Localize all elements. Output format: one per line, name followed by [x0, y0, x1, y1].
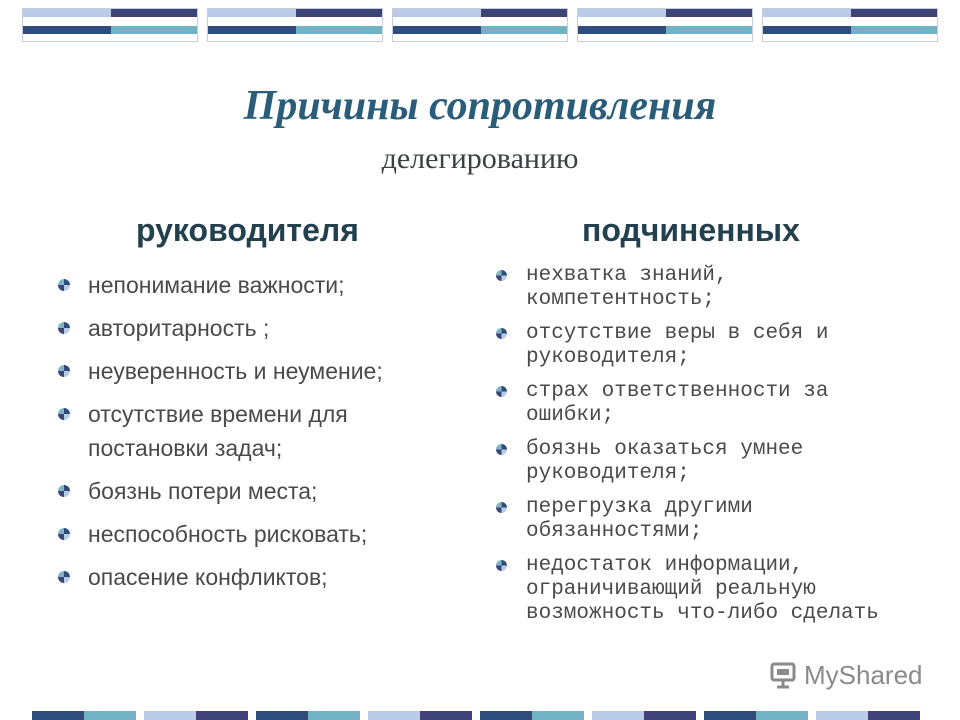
list-item: отсутствие веры в себя и руководителя; — [494, 322, 846, 370]
decor-tile — [392, 8, 568, 42]
slide-title: Причины сопротивления — [243, 83, 717, 129]
decor-segment — [480, 711, 532, 720]
list-item: непонимание важности; — [58, 268, 438, 302]
list-item: боязнь потери места; — [58, 474, 438, 508]
decor-tile — [762, 8, 938, 42]
right-column-heading: подчиненных — [582, 212, 800, 248]
decor-segment — [644, 711, 696, 720]
top-decorative-band — [22, 8, 938, 44]
list-item: перегрузка другими обязанностями; — [494, 496, 796, 544]
decor-segment — [532, 711, 584, 720]
bullet-icon — [58, 571, 70, 583]
presentation-board-icon — [768, 660, 798, 690]
list-item: опасение конфликтов; — [58, 560, 438, 594]
bullet-icon — [496, 270, 507, 281]
decor-segment — [368, 711, 420, 720]
list-item: недостаток информации, ограничивающий реальную возможность что-либо сделать — [494, 554, 936, 626]
bullet-icon — [58, 485, 70, 497]
bullet-icon — [58, 408, 70, 420]
decor-segment — [196, 711, 248, 720]
watermark-text: MyShared — [804, 659, 923, 690]
subordinate-reasons-list — [494, 264, 914, 636]
list-item: страх ответственности за ошибки; — [494, 380, 851, 428]
list-item: неуверенность и неумение; — [58, 354, 438, 388]
list-item: авторитарность ; — [58, 311, 438, 345]
decor-segment — [32, 711, 84, 720]
decor-segment — [868, 711, 920, 720]
watermark — [768, 658, 923, 692]
list-item: боязнь оказаться умнее руководителя; — [494, 438, 826, 486]
decor-segment — [84, 711, 136, 720]
bullet-icon — [58, 528, 70, 540]
bullet-icon — [496, 328, 507, 339]
bullet-icon — [496, 386, 507, 397]
decor-segment — [144, 711, 196, 720]
bullet-icon — [58, 322, 70, 334]
list-item: отсутствие времени для постановки задач; — [58, 397, 418, 465]
bullet-icon — [496, 502, 507, 513]
decor-segment — [704, 711, 756, 720]
list-item: неспособность рисковать; — [58, 517, 438, 551]
decor-tile — [577, 8, 753, 42]
manager-reasons-list — [58, 268, 438, 603]
decor-tile — [207, 8, 383, 42]
bottom-decorative-band — [32, 711, 928, 720]
decor-segment — [756, 711, 808, 720]
bullet-icon — [58, 279, 70, 291]
decor-segment — [592, 711, 644, 720]
bullet-icon — [58, 365, 70, 377]
bullet-icon — [496, 560, 507, 571]
decor-segment — [308, 711, 360, 720]
left-column-heading: руководителя — [136, 212, 359, 248]
decor-tile — [22, 8, 198, 42]
decor-segment — [816, 711, 868, 720]
list-item: нехватка знаний, компетентность; — [494, 264, 756, 312]
decor-segment — [256, 711, 308, 720]
slide-subtitle: делегированию — [381, 142, 579, 175]
bullet-icon — [496, 444, 507, 455]
decor-segment — [420, 711, 472, 720]
